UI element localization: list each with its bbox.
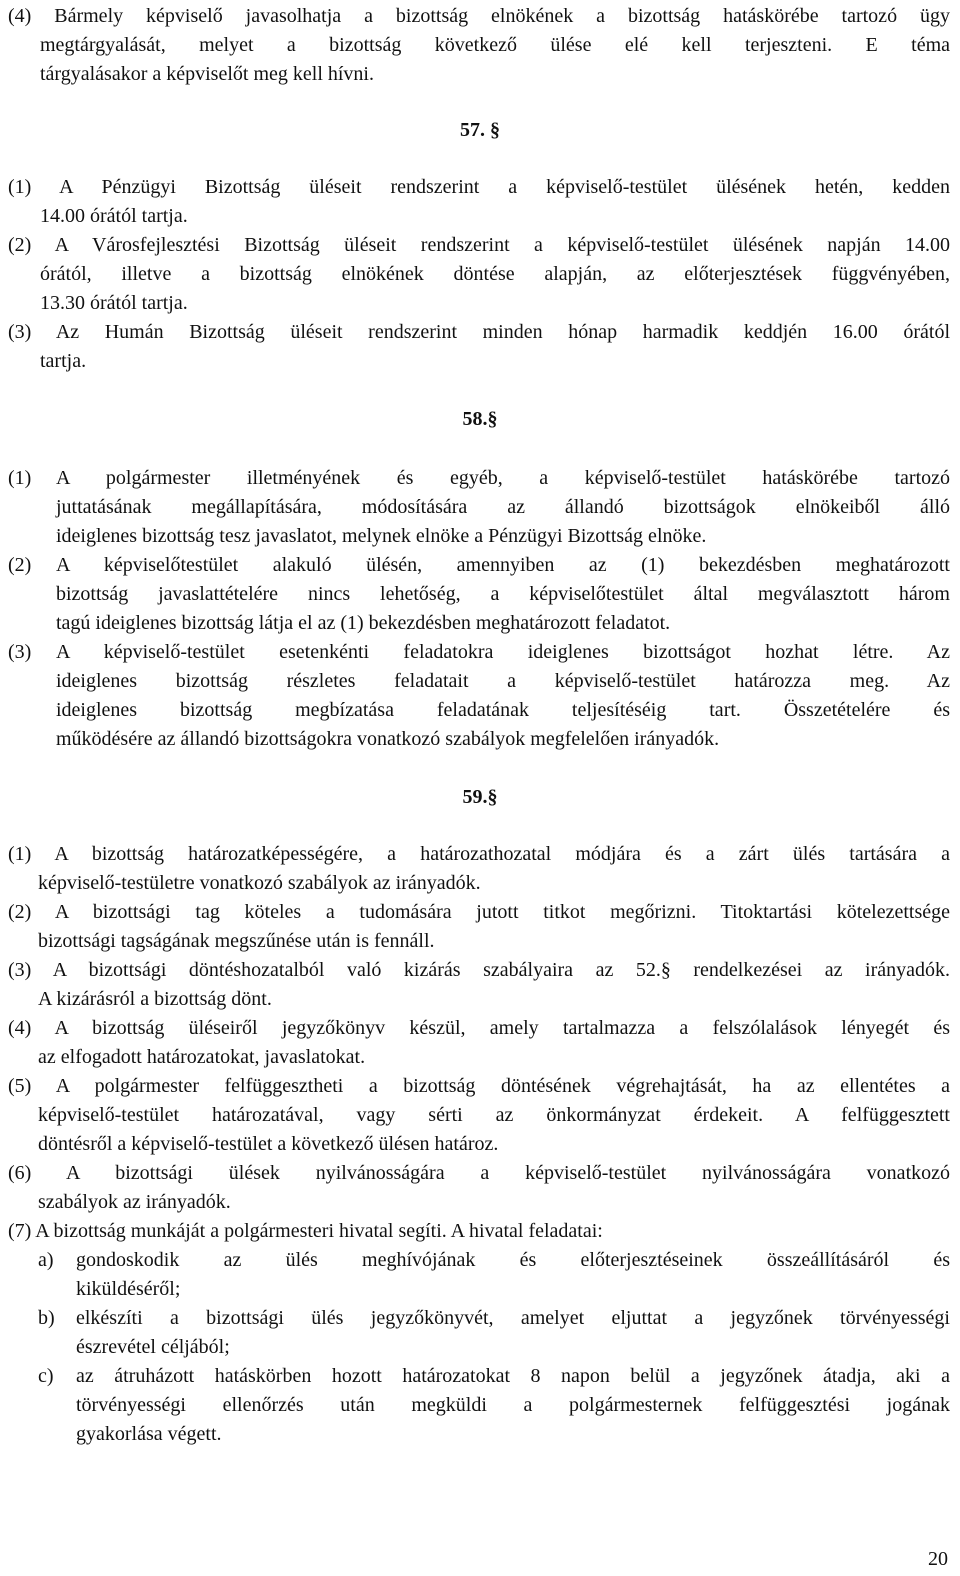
- paragraph-line: tartja.: [40, 350, 87, 372]
- paragraph-line: (7) A bizottság munkáját a polgármesteri hivatal segíti. A hivatal feladatai:: [8, 1220, 603, 1242]
- paragraph-line: megtárgyalását, melyet a bizottság következő ülése elé kell terjeszteni. E téma: [40, 34, 950, 56]
- paragraph-line: szabályok az irányadók.: [38, 1191, 231, 1213]
- page-number: 20: [928, 1548, 948, 1570]
- paragraph-line: (4) A bizottság üléseiről jegyzőkönyv készül, amely tartalmazza a felszólalások lényegét és: [8, 1017, 950, 1039]
- paragraph-line: bizottsági tagságának megszűnése után is fennáll.: [38, 930, 435, 952]
- paragraph-line: bizottság javaslattételére nincs lehetőség, a képviselőtestület által megválasztott három: [56, 583, 950, 605]
- paragraph-line: (2) A Városfejlesztési Bizottság üléseit rendszerint a képviselő-testület ülésének napján 14.00: [8, 234, 950, 256]
- list-label: a): [38, 1249, 54, 1271]
- list-item-line: elkészíti a bizottsági ülés jegyzőkönyvét, amelyet eljuttat a jegyzőnek törvényességi: [76, 1307, 950, 1329]
- list-label: b): [38, 1307, 55, 1329]
- paragraph-line: képviselő-testület határozatával, vagy sérti az önkormányzat érdekeit. A felfüggesztett: [38, 1104, 950, 1126]
- paragraph-line: A polgármester illetményének és egyéb, a képviselő-testület hatáskörébe tartozó: [56, 467, 950, 489]
- paragraph-line: (2) A bizottsági tag köteles a tudomására jutott titkot megőrizni. Titoktartási kötelezettsége: [8, 901, 950, 923]
- paragraph-line: (3) Az Humán Bizottság üléseit rendszerint minden hónap harmadik keddjén 16.00 órától: [8, 321, 950, 343]
- paragraph-line: juttatásának megállapítására, módosítására az állandó bizottságok elnökeiből álló: [56, 496, 950, 518]
- paragraph-line: A képviselőtestület alakuló ülésén, amennyiben az (1) bekezdésben meghatározott: [56, 554, 950, 576]
- section-heading-57: 57. §: [460, 119, 500, 141]
- paragraph-line: (1) A Pénzügyi Bizottság üléseit rendszerint a képviselő-testület ülésének hetén, kedden: [8, 176, 950, 198]
- section-heading-58: 58.§: [462, 408, 498, 430]
- paragraph-line: órától, illetve a bizottság elnökének döntése alapján, az előterjesztések függvényében,: [40, 263, 950, 285]
- paragraph-line: képviselő-testületre vonatkozó szabályok az irányadók.: [38, 872, 481, 894]
- paragraph-line: döntésről a képviselő-testület a következő ülésen határoz.: [38, 1133, 499, 1155]
- paragraph-line: (3) A bizottsági döntéshozatalból való kizárás szabályaira az 52.§ rendelkezései az irányadók.: [8, 959, 950, 981]
- paragraph-line: ideiglenes bizottság részletes feladatait a képviselő-testület határozza meg. Az: [56, 670, 950, 692]
- paragraph-line: A kizárásról a bizottság dönt.: [38, 988, 272, 1010]
- list-item-line: kiküldéséről;: [76, 1278, 181, 1300]
- paragraph-line: az elfogadott határozatokat, javaslatokat.: [38, 1046, 366, 1068]
- paragraph-line: (6) A bizottsági ülések nyilvánosságára a képviselő-testület nyilvánosságára vonatkozó: [8, 1162, 950, 1184]
- section-heading-59: 59.§: [462, 786, 498, 808]
- paragraph-line: 13.30 órától tartja.: [40, 292, 188, 314]
- paragraph-number: (2): [8, 554, 32, 576]
- paragraph-line: (5) A polgármester felfüggesztheti a bizottság döntésének végrehajtását, ha az ellentétes a: [8, 1075, 950, 1097]
- paragraph-number: (1): [8, 467, 32, 489]
- list-label: c): [38, 1365, 54, 1387]
- paragraph-line: működésére az állandó bizottságokra vonatkozó szabályok megfelelően irányadók.: [56, 728, 720, 750]
- paragraph-line: A képviselő-testület esetenkénti feladatokra ideiglenes bizottságot hozhat létre. Az: [56, 641, 950, 663]
- paragraph-line: tagú ideiglenes bizottság látja el az (1) bekezdésben meghatározott feladatot.: [56, 612, 671, 634]
- paragraph-number: (3): [8, 641, 32, 663]
- paragraph-line: (4) Bármely képviselő javasolhatja a bizottság elnökének a bizottság hatáskörébe tartozó ügy: [8, 5, 950, 27]
- list-item-line: gondoskodik az ülés meghívójának és előterjesztéseinek összeállításáról és: [76, 1249, 950, 1271]
- list-item-line: észrevétel céljából;: [76, 1336, 230, 1358]
- paragraph-line: tárgyalásakor a képviselőt meg kell hívni.: [40, 63, 374, 85]
- list-item-line: az átruházott hatáskörben hozott határozatokat 8 napon belül a jegyzőnek átadja, aki a: [76, 1365, 950, 1387]
- paragraph-line: (1) A bizottság határozatképességére, a határozathozatal módjára és a zárt ülés tartására a: [8, 843, 950, 865]
- list-item-line: törvényességi ellenőrzés után megküldi a polgármesternek felfüggesztési jogának: [76, 1394, 950, 1416]
- list-item-line: gyakorlása végett.: [76, 1423, 222, 1445]
- paragraph-line: ideiglenes bizottság tesz javaslatot, melynek elnöke a Pénzügyi Bizottság elnöke.: [56, 525, 707, 547]
- paragraph-line: ideiglenes bizottság megbízatása feladatának teljesítéséig tart. Összetételére és: [56, 699, 950, 721]
- paragraph-line: 14.00 órától tartja.: [40, 205, 188, 227]
